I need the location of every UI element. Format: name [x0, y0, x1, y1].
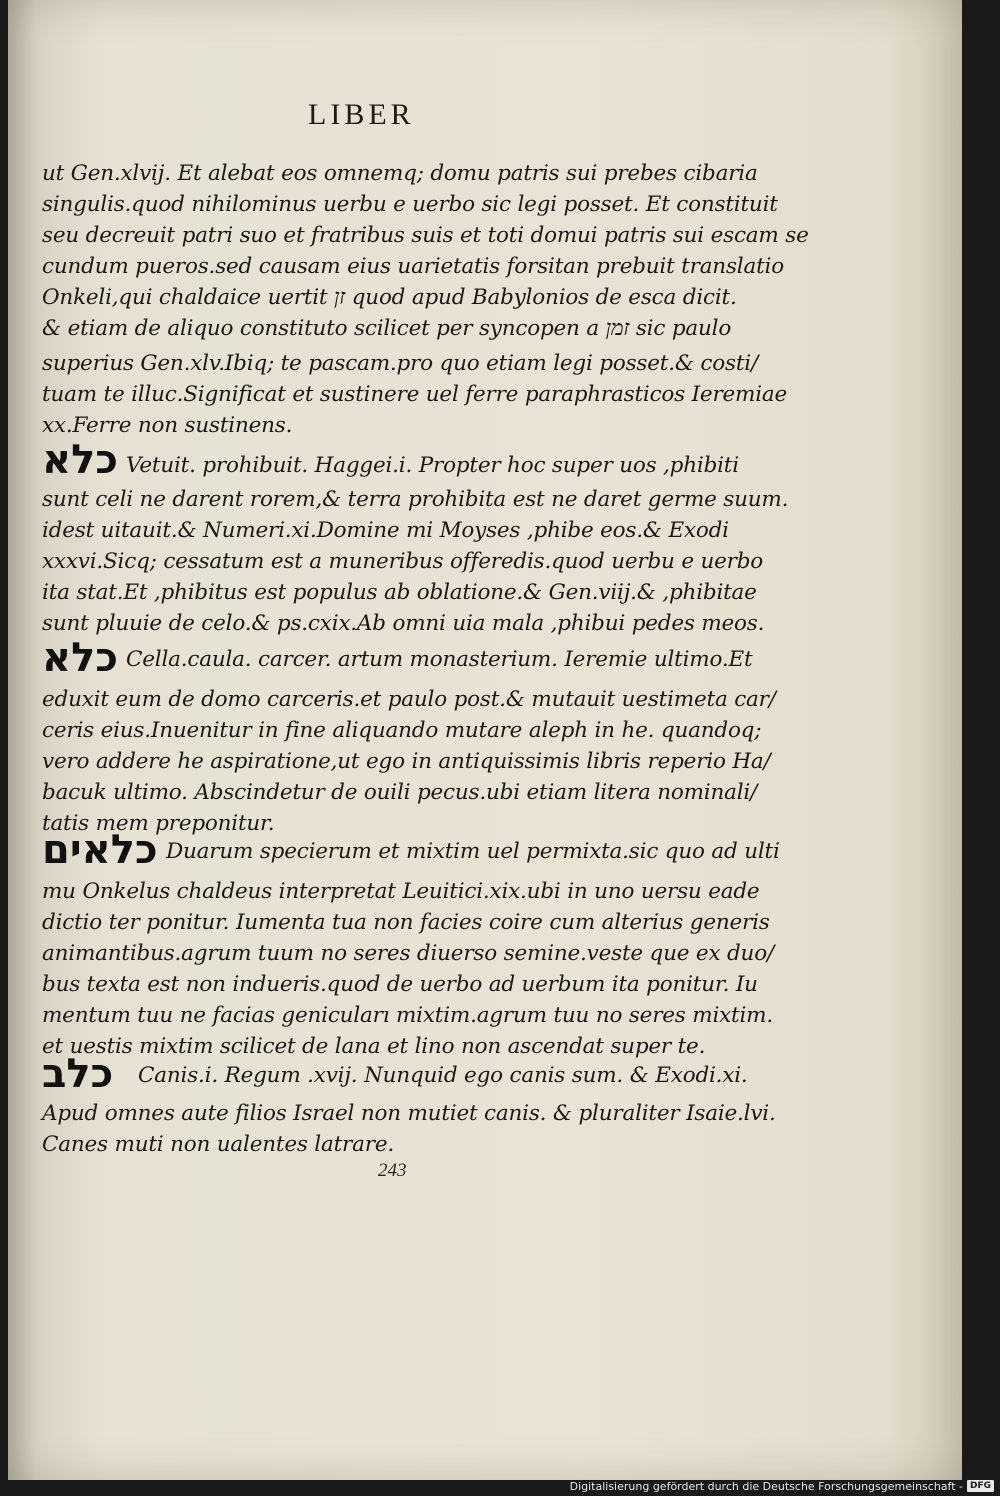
paragraph-1	[42, 158, 809, 282]
dfg-logo: DFG	[967, 1480, 994, 1492]
text-line: seu decreuit patri suo et fratribus suis et toti domui patris sui escam se	[42, 223, 809, 248]
text-line: tatis mem preponitur.	[42, 811, 275, 836]
text-line: et uestis mixtim scilicet de lana et lino non ascendat super te.	[42, 1034, 706, 1059]
text-line: ceris eius.Inuenitur in fine aliquando mutare aleph in he. quandoq;	[42, 718, 762, 743]
text-line: mu Onkelus chaldeus interpretat Leuitici.xix.ubi in uno uersu eade	[42, 879, 760, 904]
paragraph-3	[42, 348, 788, 441]
text-line: Apud omnes aute filios Israel non mutiet canis. & pluraliter Isaie.lvi.	[42, 1101, 776, 1126]
text-line: vero addere he aspiratione,ut ego in antiquissimis libris reperio Ha/	[42, 749, 771, 774]
text-line: mentum tuu ne facias genicuları mixtim.agrum tuu no seres mixtim.	[42, 1003, 773, 1028]
paragraph-2	[42, 282, 737, 344]
text-line: xxxvi.Sicq; cessatum est a muneribus offeredis.quod uerbu e uerbo	[42, 549, 764, 574]
text-line: idest uitauit.& Numeri.xi.Domine mi Moyses ,phibe eos.& Exodi	[42, 518, 729, 543]
paragraph-4	[42, 484, 789, 639]
paragraph-5	[42, 684, 776, 839]
digitization-footer	[570, 1478, 994, 1494]
page-number: 243	[378, 1160, 407, 1181]
text-line: xx.Ferre non sustinens.	[42, 413, 293, 438]
text-line: & etiam de aliquo constituto scilicet per syncopen a זמן sic paulo	[42, 316, 732, 341]
entry-2-first-line: Cella.caula. carcer. artum monasterium. Ieremie ultimo.Et	[126, 647, 753, 672]
text-line: Canes muti non ualentes latrare.	[42, 1132, 394, 1157]
entry-4-first-line: Canis.i. Regum .xvij. Nunquid ego canis sum. & Exodi.xi.	[138, 1063, 748, 1088]
paragraph-7	[42, 1098, 776, 1160]
hebrew-lemma-3: כלאים	[42, 827, 158, 873]
text-line: sunt pluuie de celo.& ps.cxix.Ab omni uia mala ,phibui pedes meos.	[42, 611, 765, 636]
text-line: bus texta est non indueris.quod de uerbo ad uerbum ita ponitur. Iu	[42, 972, 758, 997]
text-line: bacuk ultimo. Abscindetur de ouili pecus.ubi etiam litera nominali/	[42, 780, 758, 805]
text-line: dictio ter ponitur. Iumenta tua non facies coire cum alterius generis	[42, 910, 770, 935]
text-line: ita stat.Et ,phibitus est populus ab oblatione.& Gen.viij.& ,phibitae	[42, 580, 757, 605]
text-line: cundum pueros.sed causam eius uarietatis forsitan prebuit translatio	[42, 254, 784, 279]
text-line: eduxit eum de domo carceris.et paulo post.& mutauit uestimeta car/	[42, 687, 776, 712]
text-line: ut Gen.xlvij. Et alebat eos omnemq; domu patris sui prebes cibaria	[42, 161, 758, 186]
entry-3-first-line: Duarum specierum et mixtim uel permixta.sic quo ad ulti	[166, 839, 780, 864]
text-line: singulis.quod nihilominus uerbu e uerbo sic legi posset. Et constituit	[42, 192, 778, 217]
running-header: LIBER	[308, 98, 415, 131]
hebrew-lemma-2: כלא	[42, 635, 118, 681]
hebrew-lemma-1: כלא	[42, 437, 118, 483]
text-line: tuam te illuc.Significat et sustinere uel ferre paraphrasticos Ieremiae	[42, 382, 788, 407]
text-line: Onkeli,qui chaldaice uertit זן quod apud Babylonios de esca dicit.	[42, 285, 737, 310]
book-page	[8, 0, 962, 1480]
text-line: animantibus.agrum tuum no seres diuerso semine.veste que ex duo/	[42, 941, 774, 966]
entry-1-first-line: Vetuit. prohibuit. Haggei.i. Propter hoc super uos ,phibiti	[126, 453, 739, 478]
footer-text: Digitalisierung gefördert durch die Deutsche Forschungsgemeinschaft -	[569, 1479, 963, 1493]
hebrew-lemma-4: כלב	[42, 1051, 114, 1097]
text-line: sunt celi ne darent rorem,& terra prohibita est ne daret germe suum.	[42, 487, 789, 512]
text-line: superius Gen.xlv.Ibiq; te pascam.pro quo etiam legi posset.& costi/	[42, 351, 758, 376]
paragraph-6	[42, 876, 774, 1062]
